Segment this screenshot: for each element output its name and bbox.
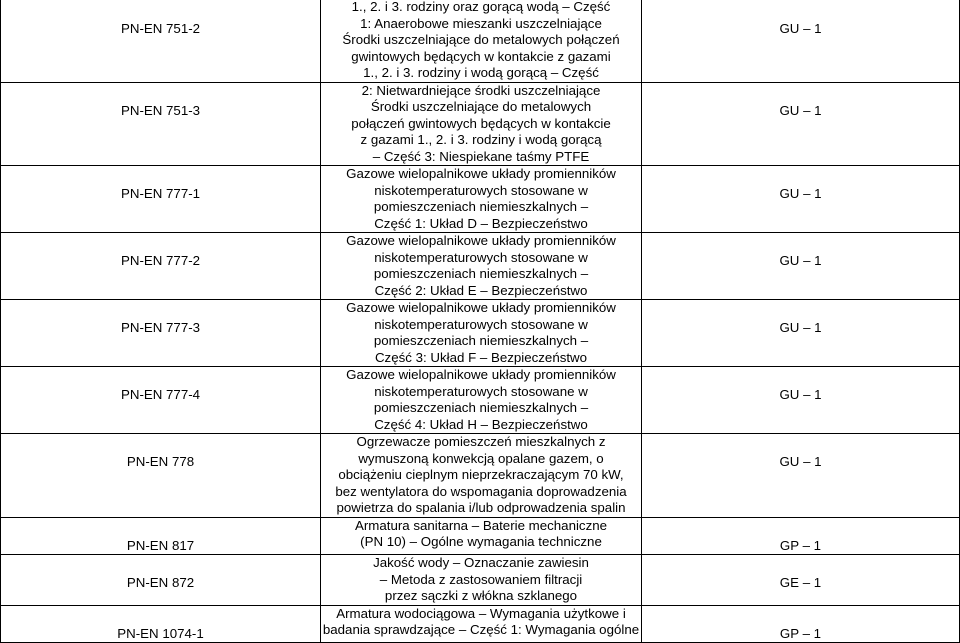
description-line: Jakość wody – Oznaczanie zawiesin <box>373 555 589 570</box>
table-row <box>1 82 960 166</box>
standard-description-cell <box>321 367 642 434</box>
description-line: bez wentylatora do wspomagania doprowadzenia <box>335 483 627 499</box>
standard-description-cell <box>321 605 642 643</box>
description-line: Część 4: Układ H – Bezpieczeństwo <box>374 416 588 432</box>
description-line: – Metoda z zastosowaniem filtracji <box>379 571 583 587</box>
description-line: Gazowe wielopalnikowe układy promienników <box>346 367 616 382</box>
description-line: Gazowe wielopalnikowe układy promienników <box>346 233 616 248</box>
product-group-cell: GP – 1 <box>642 605 960 643</box>
description-line: niskotemperaturowych stosowane w <box>374 383 588 399</box>
table-row <box>1 166 960 233</box>
product-group-cell: GU – 1 <box>642 367 960 434</box>
product-group-cell: GU – 1 <box>642 434 960 518</box>
table-row <box>1 367 960 434</box>
standard-description-cell <box>321 300 642 367</box>
standard-number-cell: PN-EN 872 <box>1 555 321 606</box>
description-line: powietrza do spalania i/lub odprowadzenia spalin <box>336 500 626 515</box>
product-group-cell: GU – 1 <box>642 0 960 82</box>
description-line: pomieszczeniach niemieszkalnych – <box>373 400 589 415</box>
description-line: 1., 2. i 3. rodziny oraz gorącą wodą – Część <box>351 0 611 14</box>
product-group-cell: GU – 1 <box>642 166 960 233</box>
description-line: niskotemperaturowych stosowane w <box>374 182 588 198</box>
standard-description-cell <box>321 166 642 233</box>
product-group-cell: GE – 1 <box>642 555 960 606</box>
description-line: pomieszczeniach niemieszkalnych – <box>373 199 589 214</box>
table-row <box>1 434 960 518</box>
standards-table-body <box>1 0 960 643</box>
product-group-cell: GP – 1 <box>642 517 960 555</box>
standard-number-cell: PN-EN 1074-1 <box>1 605 321 643</box>
standard-description-cell <box>321 233 642 300</box>
standard-number-cell: PN-EN 777-3 <box>1 300 321 367</box>
description-line: przez sączki z włókna szklanego <box>384 588 578 603</box>
product-group-cell: GU – 1 <box>642 300 960 367</box>
description-line: niskotemperaturowych stosowane w <box>374 316 588 332</box>
table-row <box>1 555 960 606</box>
description-line: Gazowe wielopalnikowe układy promienników <box>346 166 616 181</box>
standard-number-cell: PN-EN 751-2 <box>1 0 321 82</box>
description-line: (PN 10) – Ogólne wymagania techniczne <box>360 534 602 549</box>
description-line: wymuszoną konwekcją opalane gazem, o <box>358 450 604 466</box>
description-line: pomieszczeniach niemieszkalnych – <box>373 266 589 281</box>
standard-description-cell <box>321 517 642 555</box>
table-row <box>1 233 960 300</box>
description-line: 2: Nietwardniejące środki uszczelniające <box>361 82 601 98</box>
description-line: Środki uszczelniające do metalowych <box>370 99 592 114</box>
description-line: obciążeniu cieplnym nieprzekraczającym 70 kW, <box>338 467 624 482</box>
table-row <box>1 517 960 555</box>
description-line: – Część 3: Niespiekane taśmy PTFE <box>372 148 590 164</box>
standard-number-cell: PN-EN 817 <box>1 517 321 555</box>
standard-number-cell: PN-EN 751-3 <box>1 82 321 166</box>
standard-number-cell: PN-EN 777-1 <box>1 166 321 233</box>
description-line: badania sprawdzające – Część 1: Wymagania ogólne <box>322 622 640 637</box>
standard-number-cell: PN-EN 778 <box>1 434 321 518</box>
description-line: Część 3: Układ F – Bezpieczeństwo <box>374 349 588 365</box>
description-line: Armatura wodociągowa – Wymagania użytkowe i <box>336 605 626 621</box>
description-line: pomieszczeniach niemieszkalnych – <box>373 333 589 348</box>
standard-description-cell <box>321 434 642 518</box>
description-line: Środki uszczelniające do metalowych połączeń <box>342 32 620 47</box>
standard-number-cell: PN-EN 777-2 <box>1 233 321 300</box>
table-row <box>1 605 960 643</box>
description-line: niskotemperaturowych stosowane w <box>374 249 588 265</box>
standard-description-cell <box>321 0 642 82</box>
product-group-cell: GU – 1 <box>642 233 960 300</box>
description-line: Część 2: Układ E – Bezpieczeństwo <box>374 282 588 298</box>
description-line: Część 1: Układ D – Bezpieczeństwo <box>374 215 588 231</box>
standard-description-cell <box>321 82 642 166</box>
description-line: połączeń gwintowych będących w kontakcie <box>351 115 611 131</box>
standard-number-cell: PN-EN 777-4 <box>1 367 321 434</box>
table-row <box>1 0 960 82</box>
description-line: gwintowych będących w kontakcie z gazami <box>351 48 611 64</box>
description-line: 1., 2. i 3. rodziny i wodą gorącą – Część <box>363 65 599 80</box>
description-line: Gazowe wielopalnikowe układy promienników <box>346 300 616 315</box>
product-group-cell: GU – 1 <box>642 82 960 166</box>
table-row <box>1 300 960 367</box>
standard-description-cell <box>321 555 642 606</box>
description-line: Armatura sanitarna – Baterie mechaniczne <box>354 517 608 533</box>
description-line: 1: Anaerobowe mieszanki uszczelniające <box>360 15 602 31</box>
description-line: Ogrzewacze pomieszczeń mieszkalnych z <box>356 434 606 449</box>
description-line: z gazami 1., 2. i 3. rodziny i wodą gorącą <box>360 132 602 147</box>
